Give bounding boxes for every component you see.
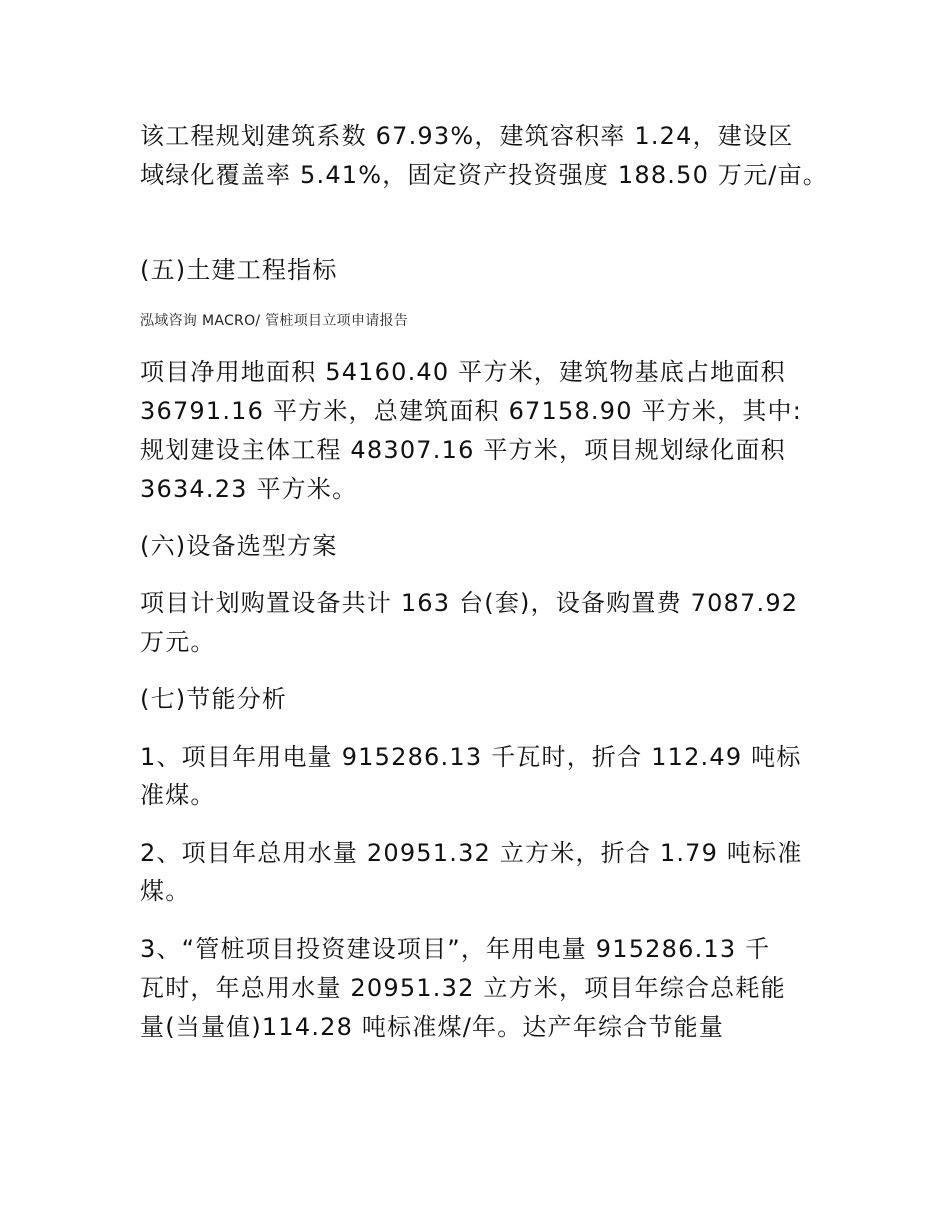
running-header: 泓域咨询 MACRO/ 管桩项目立项申请报告 [140,313,409,329]
paragraph-line: 3634.23 平方米。 [140,475,358,503]
paragraph-line: 该工程规划建筑系数 67.93%，建筑容积率 1.24，建设区 [140,122,794,150]
list-item-line: 1、项目年用电量 915286.13 千瓦时，折合 112.49 吨标 [140,743,802,771]
section-heading: (五)土建工程指标 [140,256,338,284]
paragraph-line: 项目计划购置设备共计 163 台(套)，设备购置费 7087.92 [140,589,799,617]
paragraph-line: 36791.16 平方米，总建筑面积 67158.90 平方米，其中: [140,397,803,425]
list-item-line: 准煤。 [140,781,216,809]
paragraph-line: 规划建设主体工程 48307.16 平方米，项目规划绿化面积 [140,436,786,464]
paragraph-line: 项目净用地面积 54160.40 平方米，建筑物基底占地面积 [140,358,786,386]
paragraph-line: 万元。 [140,628,216,656]
list-item-line: 煤。 [140,877,191,905]
list-item-line: 量(当量值)114.28 吨标准煤/年。达产年综合节能量 [140,1013,725,1041]
list-item-line: 2、项目年总用水量 20951.32 立方米，折合 1.79 吨标准 [140,839,803,867]
list-item-line: 瓦时，年总用水量 20951.32 立方米，项目年综合总耗能 [140,974,786,1002]
paragraph-line: 域绿化覆盖率 5.41%，固定资产投资强度 188.50 万元/亩。 [140,161,828,189]
section-heading: (七)节能分析 [140,685,288,713]
list-item-line: 3、“管桩项目投资建设项目”，年用电量 915286.13 千 [140,935,771,963]
section-heading: (六)设备选型方案 [140,532,338,560]
